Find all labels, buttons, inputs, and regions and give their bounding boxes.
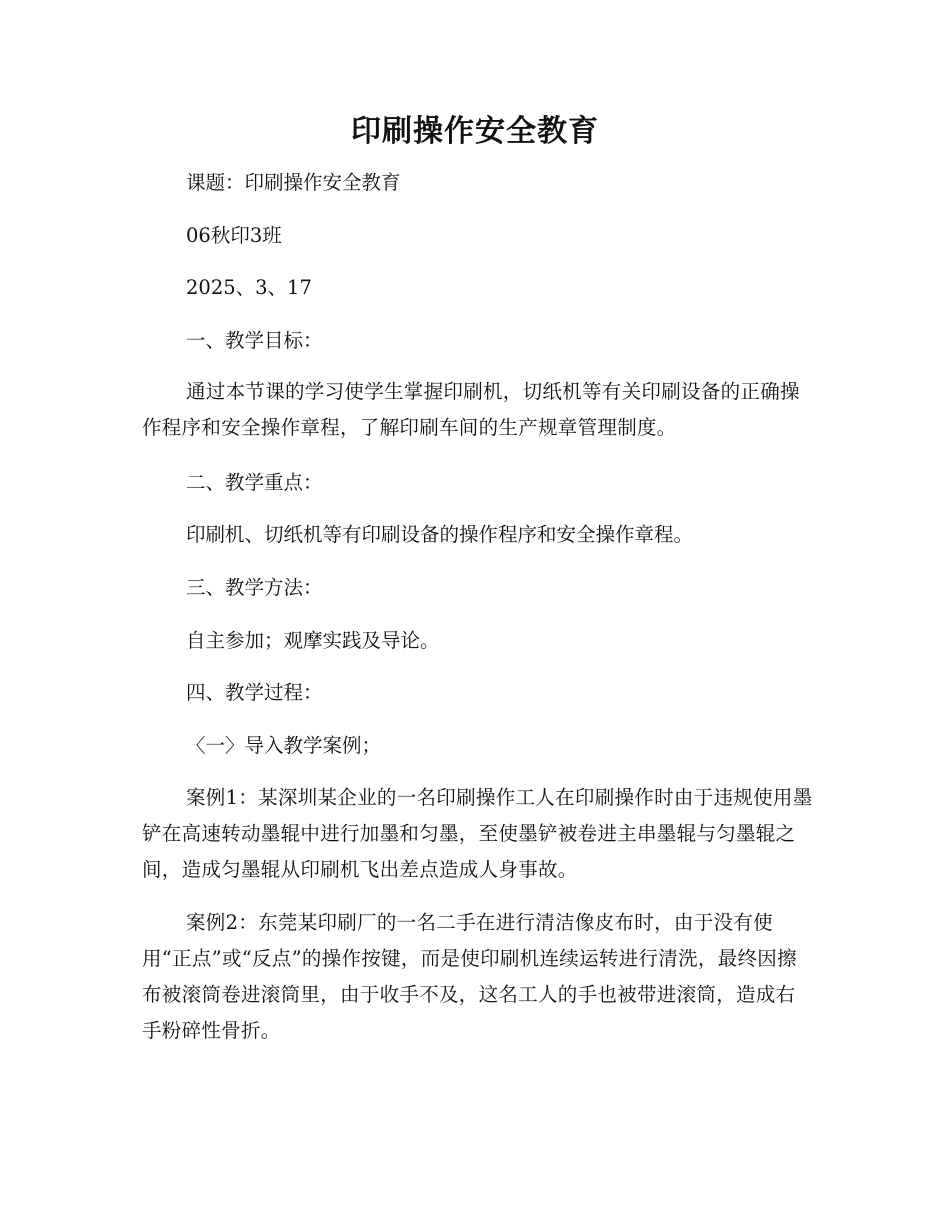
section-heading-objectives: 一、教学目标：: [186, 329, 323, 352]
class-line: 06秋印3班: [186, 224, 282, 247]
section-heading-key-points: 二、教学重点：: [186, 471, 323, 494]
subsection-heading-cases: 〈一〉导入教学案例；: [186, 734, 382, 757]
methods-paragraph: 自主参加；观摩实践及导论。: [186, 629, 440, 652]
section-heading-methods: 三、教学方法：: [186, 576, 323, 599]
key-points-paragraph: 印刷机、切纸机等有印刷设备的操作程序和安全操作章程。: [186, 523, 694, 546]
case1-paragraph: 案例1：某深圳某企业的一名印刷操作工人在印刷操作时由于违规使用墨铲在高速转动墨辊中进行加墨和匀墨，至使墨铲被卷进主串墨辊与匀墨辊之间，造成匀墨辊从印刷机飞出差点造成人身事故。: [142, 786, 813, 881]
subject-line: 课题：印刷操作安全教育: [186, 171, 401, 194]
document-title: 印刷操作安全教育: [351, 114, 599, 149]
objectives-paragraph: 通过本节课的学习使学生掌握印刷机，切纸机等有关印刷设备的正确操作程序和安全操作章程，了解印刷车间的生产规章管理制度。: [142, 380, 800, 439]
case2-paragraph: 案例2：东莞某印刷厂的一名二手在进行清洁像皮布时，由于没有使用“正点”或“反点”的操作按键，而是使印刷机连续运转进行清洗，最终因擦布被滚筒卷进滚筒里，由于收手不及，这名工人的手也被带进滚筒，造成右手粉碎性骨折。: [142, 911, 797, 1042]
date-line: 2025、3、17: [186, 276, 312, 299]
section-heading-process: 四、教学过程：: [186, 681, 323, 704]
